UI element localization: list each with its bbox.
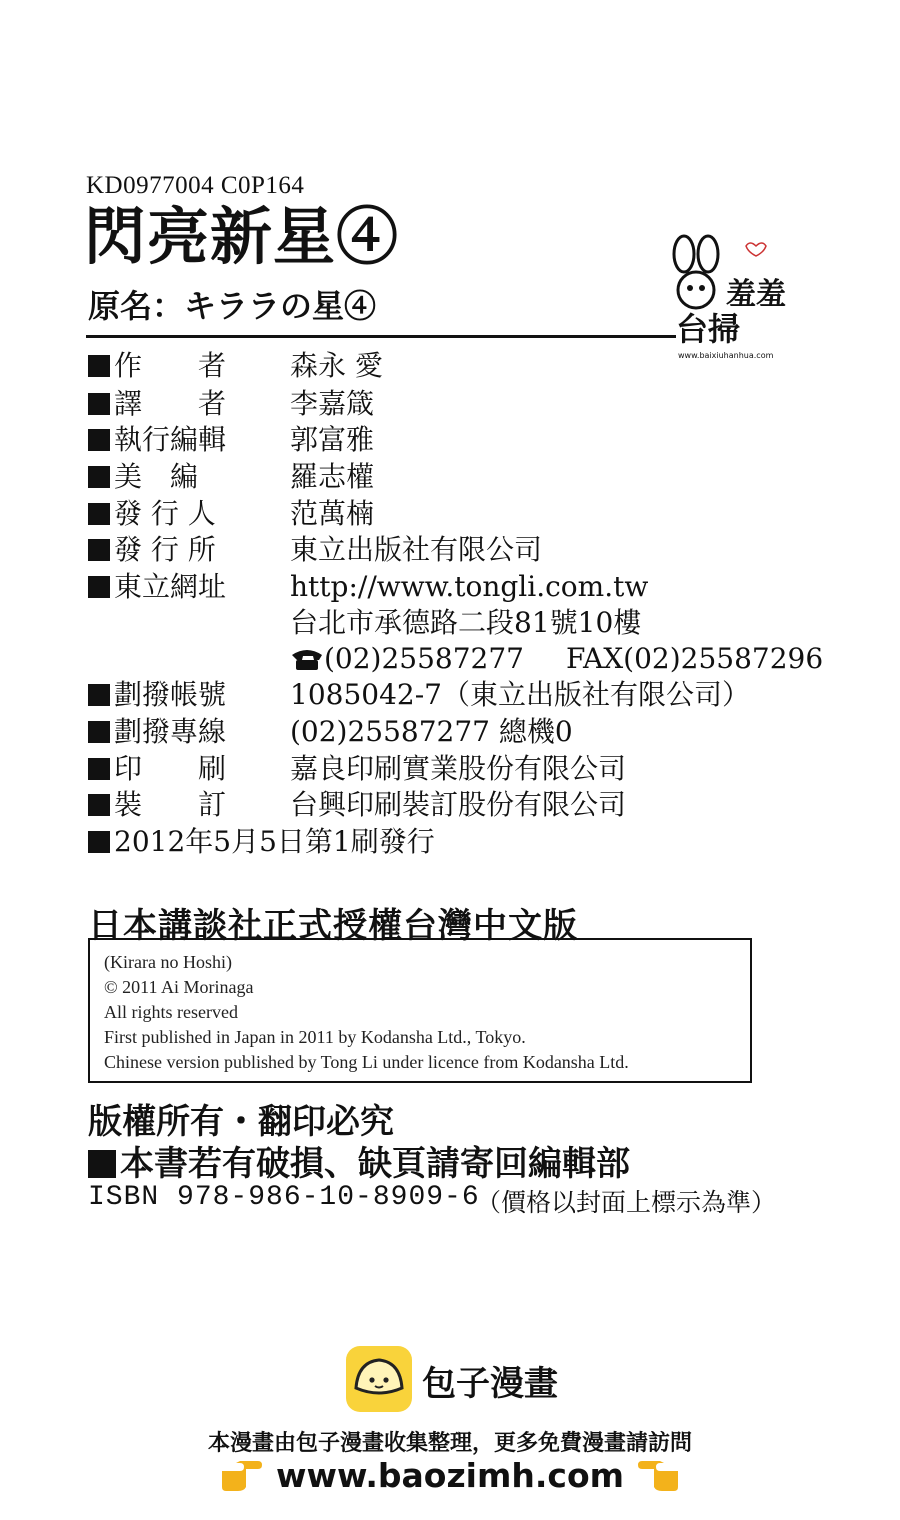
- baozi-brand-name[interactable]: 包子漫畫: [422, 1364, 558, 1404]
- scanlation-watermark-logo: [664, 232, 786, 364]
- rabbit-head: [678, 272, 714, 308]
- bullet-square: [88, 758, 110, 780]
- copyright-line: First published in Japan in 2011 by Kodansha Ltd., Tokyo.: [104, 1027, 526, 1047]
- bullet-square: [88, 539, 110, 561]
- book-title: 閃亮新星④: [84, 200, 400, 273]
- isbn: ISBN 978-986-10-8909-6: [88, 1182, 480, 1213]
- publication-date: 2012年5月5日第1刷發行: [88, 824, 435, 860]
- pointing-left-hand-icon: [638, 1461, 682, 1491]
- footer-url[interactable]: www.baozimh.com: [276, 1456, 624, 1495]
- credit-publisher-person: 發 行 人 范萬楠: [88, 496, 284, 532]
- rabbit-ear-right: [698, 236, 718, 272]
- credit-printer: 印 刷 嘉良印刷實業股份有限公司: [88, 751, 284, 787]
- damage-notice: 本書若有破損、缺頁請寄回編輯部: [88, 1136, 630, 1185]
- payment-account: 劃撥帳號 1085042-7（東立出版社有限公司）: [88, 677, 284, 713]
- bullet-square: [88, 466, 110, 488]
- copyright-box: [88, 938, 752, 1083]
- bullet-square: [88, 831, 110, 853]
- credit-translator: 譯 者 李嘉箴: [88, 386, 284, 422]
- credit-website: 東立網址 http://www.tongli.com.tw: [88, 569, 284, 605]
- footer-notice: 本漫畫由包子漫畫收集整理，更多免費漫畫請訪問: [207, 1431, 692, 1456]
- watermark-bottom-text: 台掃: [676, 310, 741, 348]
- price-note: （價格以封面上標示為準）: [476, 1188, 777, 1217]
- telephone-icon: [290, 647, 324, 671]
- bullet-square: [88, 794, 110, 816]
- payment-hotline: 劃撥專線 (02)25587277 總機0: [88, 714, 284, 750]
- license-statement: 日本講談社正式授權台灣中文版: [88, 906, 578, 946]
- address: 台北市承德路二段81號10樓: [290, 606, 642, 639]
- credit-publisher: 發 行 所 東立出版社有限公司: [88, 532, 284, 568]
- copyright-line: Chinese version published by Tong Li under licence from Kodansha Ltd.: [104, 1052, 629, 1072]
- watermark-site: www.baixiuhanhua.com: [678, 351, 774, 360]
- bullet-square: [88, 393, 110, 415]
- bullet-square: [88, 503, 110, 525]
- bullet-square: [88, 429, 110, 451]
- bullet-square: [88, 684, 110, 706]
- copyright-line: (Kirara no Hoshi): [104, 952, 232, 972]
- title-divider: [86, 335, 676, 338]
- phone-number: (02)25587277: [324, 642, 524, 675]
- credit-art-editor: 美 編 羅志權: [88, 459, 284, 495]
- credit-author: 作 者 森永 愛: [88, 348, 284, 384]
- phone-line: [290, 641, 524, 677]
- rabbit-ear-left: [674, 236, 694, 272]
- bullet-square: [88, 576, 110, 598]
- copyright-line: All rights reserved: [104, 1002, 238, 1022]
- pointing-right-hand-icon: [218, 1461, 262, 1491]
- bullet-square: [88, 721, 110, 743]
- heart-icon: [746, 243, 766, 256]
- rabbit-eye-right: [699, 285, 705, 291]
- copyright-line: © 2011 Ai Morinaga: [104, 977, 254, 997]
- footer-url-row: [0, 1456, 900, 1495]
- credit-editor: 執行編輯 郭富雅: [88, 422, 284, 458]
- rights-reserved: 版權所有・翻印必究: [88, 1102, 394, 1142]
- watermark-top-text: 羞羞: [726, 277, 786, 312]
- catalog-code: KD0977004 C0P164: [86, 172, 305, 199]
- credit-binder: 裝 訂 台興印刷裝訂股份有限公司: [88, 787, 284, 823]
- bullet-square: [88, 355, 110, 377]
- bullet-square: [88, 1150, 116, 1178]
- original-title: 原名：キララの星④: [88, 287, 377, 325]
- baozi-logo-icon[interactable]: [344, 1344, 414, 1414]
- fax-number: FAX(02)25587296: [566, 642, 824, 675]
- rabbit-eye-left: [687, 285, 693, 291]
